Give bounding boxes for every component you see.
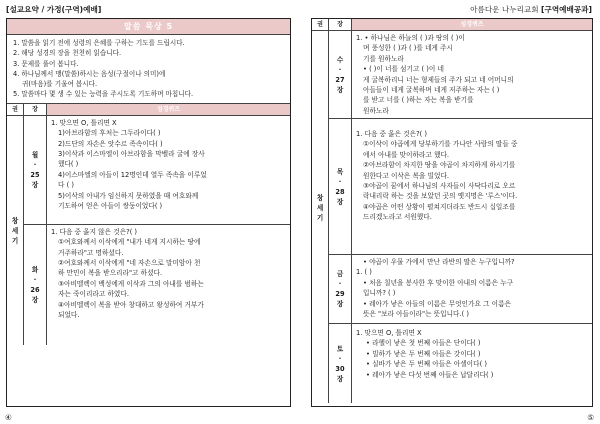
question-text: 1. 맞으면 O, 틀리면 X 1)아브라함의 후처는 그두라이다( ) 2)드단의 자손은 앗수르 족속이다( ) 3)이삭과 이스마엘이 아브라함을 막벨라 굴에 장사 했다( ) 4)이스마엘의 아들이 12명인데 열두 족속을 이루었 다 ( ) 5)이삭의 아내가 임신하지 못하였을 때 여호와께 기도하여 얻은 아들이 쌍둥이었다( ) xyxy=(51,118,207,211)
quiz-body xyxy=(312,31,592,403)
quiz-row-monday xyxy=(24,116,290,225)
quiz-header xyxy=(7,104,290,116)
step-item: 5. 말씀마다 몇 생 수 있는 능력을 주시도록 기도하며 마칩니다. xyxy=(13,90,194,99)
quiz-row-saturday xyxy=(329,324,592,403)
topic-title: 말씀 묵상 5 xyxy=(7,19,290,35)
quiz-row-tuesday xyxy=(24,225,290,345)
quiz-header-title: 성경퀴즈 xyxy=(47,104,290,115)
page-number-right: ⑤ xyxy=(587,413,594,422)
meditation-steps xyxy=(7,35,290,104)
step-item: 귀(마음)를 기울여 봅시다. xyxy=(22,80,98,89)
book-label: 창 세 기 xyxy=(316,194,324,222)
worship-lesson-label: [구역예배공과] xyxy=(541,5,592,14)
book-label: 창 세 기 xyxy=(11,216,19,245)
quiz-rows xyxy=(24,116,290,345)
quiz-header-title: 성경퀴즈 xyxy=(352,19,592,30)
chapter-header: 장 xyxy=(24,104,47,115)
book-column xyxy=(312,31,329,403)
header-left-title: [설교요약 / 가정(구역)예배] xyxy=(6,5,102,14)
day-label: 금 · 29 장 xyxy=(329,255,352,323)
quiz-header xyxy=(312,19,592,31)
step-item: 1. 말씀을 읽기 전에 성령의 은혜를 구하는 기도를 드립시다. xyxy=(13,39,185,47)
question-text: 1. • 하나님은 하늘의 ( )과 땅의 ( )이 며 풍성한 ( )과 ( )를 네게 주시 기를 원하노라 • ( )이 너를 섬기고 ( )이 네 게 굴복하리니 너는 형제들의 주가 되고 네 어머니의 아들들이 네게 굴복하며 네게 저주하는 자는 ( ) 를 받고 너를 ( )하는 자는 복을 받기를 원하노라 xyxy=(356,34,514,115)
book-column xyxy=(7,116,24,345)
step-item: 2. 해당 성경의 장을 천천히 읽습니다. xyxy=(13,49,122,58)
right-page xyxy=(311,18,593,407)
quiz-rows xyxy=(329,31,592,403)
step-item: 4. 하나님께서 맹(말씀)하시는 음성(구절이나 의미)에 xyxy=(13,69,166,78)
book-header: 권 xyxy=(7,104,24,115)
quiz-row-thursday xyxy=(329,119,592,255)
church-name: 아름다운 나누리교회 xyxy=(470,5,539,14)
day-label: 화 · 26 장 xyxy=(24,225,47,345)
day-label: 목 · 28 장 xyxy=(329,119,352,254)
header-right-title xyxy=(470,5,592,15)
question-text: 1. 맞으면 O, 틀리면 X • 라헬이 낳은 첫 번째 아들은 단이다( ) • 빌하가 낳은 두 번째 아들은 갓이다( ) • 실바가 낳은 두 번째 아들은 아셀이다( ) • 레아가 낳은 다섯 번째 아들은 납달리다( ) xyxy=(356,329,494,379)
quiz-body xyxy=(7,116,290,345)
quiz-row-friday xyxy=(329,255,592,324)
day-label: 수 · 27 장 xyxy=(329,31,352,118)
step-item: 3. 문제를 풀어 봅니다. xyxy=(13,59,79,68)
question-text: 1. 다음 중 옳지 않은 것은?( ) ①여호와께서 이삭에게 "내가 네게 지시하는 땅에 거주하라"고 명하셨다. ②여호와께서 이삭에게 "네 자손으로 말미암아 천 하 만민이 복을 받으리라"고 하셨다. ③아비멜렉이 백성에게 이삭과 그의 아내를 범하는 자는 죽이리라고 하였다. ④아비멜렉이 복을 받아 창대하고 왕성하여 거부가 되었다. xyxy=(51,227,204,320)
day-label: 토 · 30 장 xyxy=(329,324,352,403)
book-header: 권 xyxy=(312,19,329,30)
day-label: 월 · 25 장 xyxy=(24,116,47,224)
question-text: • 야곱이 우물 가에서 만난 라반의 딸은 누구입니까? 1. ( ) • 처음 칠년을 봉사한 후 맞이한 아내의 이름은 누구 입니까? ( ) • 레아가 낳은 아들의 이름은 무엇인가요 그 이름은 뜻은 "보라 아들이라"는 뜻입니다.( ) xyxy=(356,258,515,319)
question-text: 1. 다음 중 옳은 것은?( ) ①이삭이 야곱에게 당부하기를 가나안 사람의 딸들 중 에서 아내를 맞이하라고 했다. ②아브라함이 차지한 땅을 야곱이 차지하게 하시기를 원한다고 이삭은 복을 빌었다. ③야곱이 꿈에서 하나님의 사자들이 사닥다리로 오르 락내리락 하는 것을 보았던 곳의 옛지명은 '루스'이다. ④야곱은 어떤 상황이 펼쳐지더라도 반드시 십일조를 드리겠노라고 서원했다. xyxy=(356,130,518,222)
quiz-row-wednesday xyxy=(329,31,592,119)
left-page xyxy=(6,18,291,407)
page-number-left: ④ xyxy=(5,413,12,422)
chapter-header: 장 xyxy=(329,19,352,30)
